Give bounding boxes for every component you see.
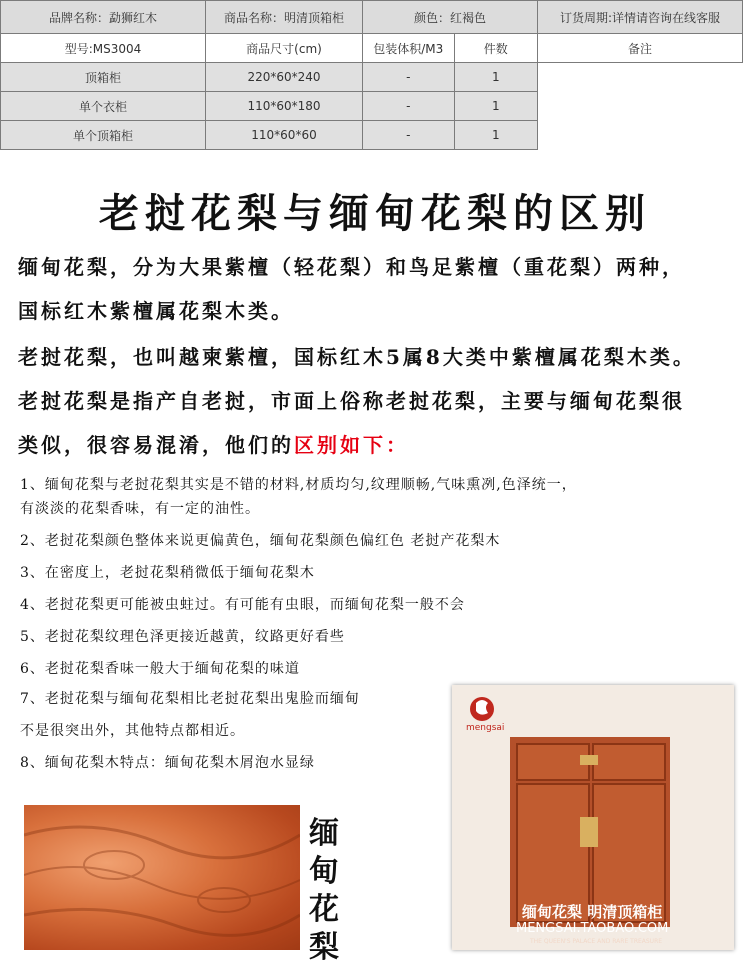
cabinet-photo — [452, 685, 734, 950]
size-col-header: 商品尺寸(cm) — [206, 34, 363, 63]
order-cycle-cell: 订货周期:详情请咨询在线客服 — [538, 1, 743, 34]
row-blank — [538, 63, 743, 92]
list-item: 3、在密度上，老挝花梨稍微低于缅甸花梨木 — [20, 565, 315, 581]
list-item: 不是很突出外，其他特点都相近。 — [20, 723, 245, 739]
paragraph-laos — [18, 335, 738, 467]
paragraph-line — [18, 423, 738, 467]
qty-col-header: 件数 — [454, 34, 537, 63]
volume-col-header: 包装体积/M3 — [363, 34, 455, 63]
list-item: 5、老挝花梨纹理色泽更接近越黄，纹路更好看些 — [20, 629, 345, 645]
row-size: 220*60*240 — [206, 63, 363, 92]
spec-table — [0, 0, 743, 150]
wood-grain-image — [24, 805, 300, 950]
photo-small-text: THE QUEEN'S PALACE AND RARE TREASURE — [530, 938, 663, 945]
list-item: 有淡淡的花梨香味，有一定的油性。 — [20, 501, 260, 517]
page-title: 老挝花梨与缅甸花梨的区别 — [99, 190, 651, 237]
remark-col-header: 备注 — [538, 34, 743, 63]
paragraph-line: 老挝花梨，也叫越柬紫檀，国标红木5属8大类中紫檀属花梨木类。 — [18, 345, 696, 369]
row-qty: 1 — [454, 92, 537, 121]
photo-caption: 缅甸花梨 明清顶箱柜 — [522, 903, 663, 921]
product-name-cell: 商品名称：明清顶箱柜 — [206, 1, 363, 34]
highlight-text: 区别如下： — [294, 433, 409, 457]
wood-label: 缅甸花梨 — [309, 816, 339, 965]
paragraph-line: 缅甸花梨，分为大果紫檀（轻花梨）和鸟足紫檀（重花梨）两种， — [18, 255, 685, 279]
spec-columns-row — [1, 34, 743, 63]
row-qty: 1 — [454, 121, 537, 150]
row-name: 单个顶箱柜 — [1, 121, 206, 150]
table-row — [1, 92, 743, 121]
color-cell: 颜色：红褐色 — [363, 1, 538, 34]
row-size: 110*60*180 — [206, 92, 363, 121]
row-size: 110*60*60 — [206, 121, 363, 150]
row-blank — [538, 92, 743, 121]
brand-cell: 品牌名称：勐狮红木 — [1, 1, 206, 34]
table-row — [1, 63, 743, 92]
list-item: 4、老挝花梨更可能被虫蛀过。有可能有虫眼，而缅甸花梨一般不会 — [20, 597, 465, 613]
list-item: 1、缅甸花梨与老挝花梨其实是不错的材料,材质均匀,纹理顺畅,气味熏冽,色泽统一， — [20, 477, 577, 493]
row-name: 顶箱柜 — [1, 63, 206, 92]
list-item: 8、缅甸花梨木特点：缅甸花梨木屑泡水显绿 — [20, 755, 315, 771]
row-qty: 1 — [454, 63, 537, 92]
row-volume: - — [363, 121, 455, 150]
row-blank — [538, 121, 743, 150]
cabinet-image — [510, 737, 670, 927]
mengsai-logo — [464, 693, 504, 733]
list-item: 7、老挝花梨与缅甸花梨相比老挝花梨出鬼脸而缅甸 — [20, 691, 360, 707]
row-volume: - — [363, 63, 455, 92]
row-volume: - — [363, 92, 455, 121]
table-row — [1, 121, 743, 150]
list-item: 6、老挝花梨香味一般大于缅甸花梨的味道 — [20, 661, 300, 677]
paragraph-text: 类似，很容易混淆，他们的 — [18, 433, 294, 457]
paragraph-line: 国标红木紫檀属花梨木类。 — [18, 299, 294, 323]
paragraph-line: 老挝花梨是指产自老挝，市面上俗称老挝花梨，主要与缅甸花梨很 — [18, 389, 685, 413]
list-item: 2、老挝花梨颜色整体来说更偏黄色，缅甸花梨颜色偏红色 老挝产花梨木 — [20, 533, 501, 549]
spec-header-row — [1, 1, 743, 34]
logo-text: mengsai — [466, 723, 505, 733]
model-cell: 型号:MS3004 — [1, 34, 206, 63]
photo-url: MENGSAI.TAOBAO.COM — [516, 921, 669, 936]
paragraph-burma — [18, 245, 738, 333]
row-name: 单个衣柜 — [1, 92, 206, 121]
